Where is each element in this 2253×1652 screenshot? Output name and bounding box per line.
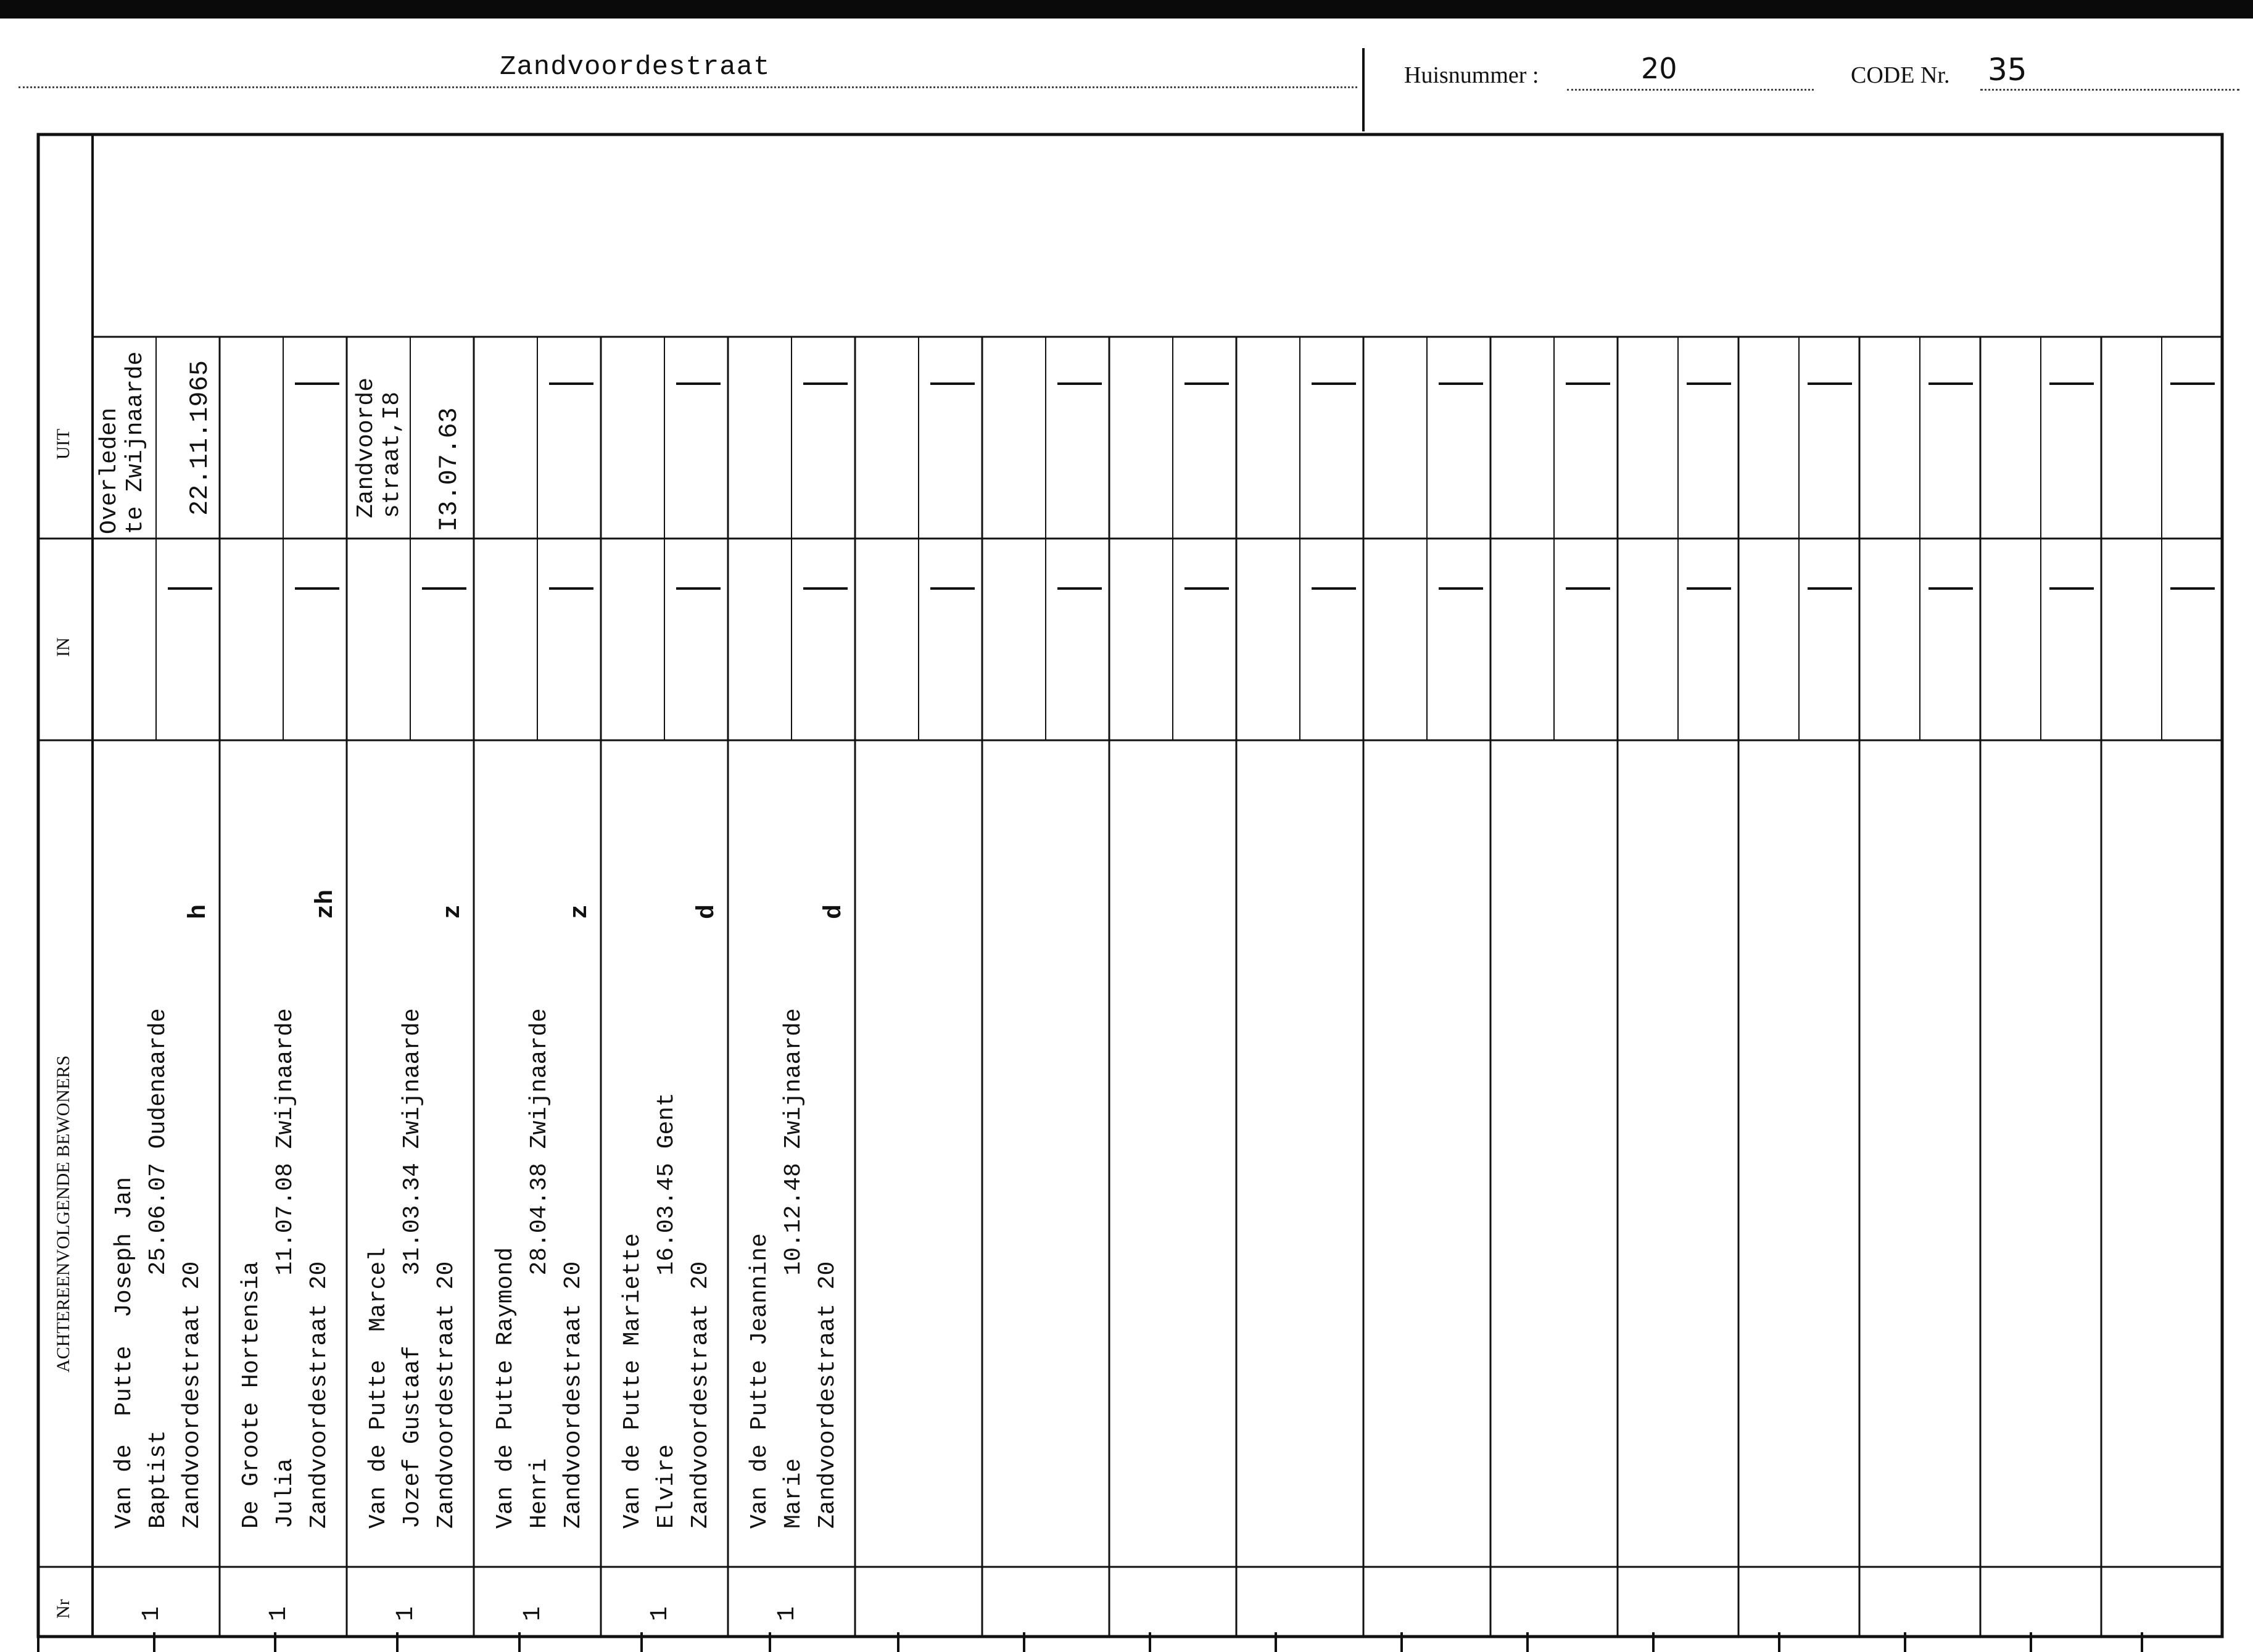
row-label-uit: UIT [53, 429, 73, 460]
resident-5-line2: Elvire 16.03.45 Gent [653, 1092, 680, 1529]
resident-5-code: d [693, 904, 721, 919]
resident-1-nr: 1 [138, 1606, 166, 1621]
code-label: CODE Nr. [1851, 62, 1950, 88]
resident-6-nr: 1 [774, 1606, 801, 1621]
resident-1-line3: Zandvoordestraat 20 [179, 1261, 205, 1529]
resident-3-uit-line1: Zandvoorde [353, 377, 379, 518]
resident-6-line1: Van de Putte Jeannine [746, 1233, 773, 1529]
resident-1-code: h [185, 904, 213, 919]
resident-4-code: z [566, 904, 594, 919]
huisnummer-label: Huisnummer : [1404, 62, 1539, 88]
resident-3-uit-line2: straat,I8 [379, 391, 405, 518]
resident-6-line2: Marie 10.12.48 Zwijnaarde [780, 1008, 807, 1529]
resident-2-line3: Zandvoordestraat 20 [306, 1261, 333, 1529]
resident-3-code: z [439, 904, 467, 919]
resident-2-line2: Julia 11.07.08 Zwijnaarde [272, 1008, 299, 1529]
resident-1-uit-date: 22.11.1965 [185, 360, 215, 516]
resident-2-code: zh [312, 889, 340, 919]
resident-1-uit-line2: te Zwijnaarde [122, 351, 149, 534]
resident-3-uit-date: I3.07.63 [434, 407, 464, 532]
row-label-bewoners: ACHTEREENVOLGENDE BEWONERS [53, 1055, 73, 1373]
resident-3-nr: 1 [392, 1606, 420, 1621]
resident-2-nr: 1 [265, 1606, 293, 1621]
resident-3-line2: Jozef Gustaaf 31.03.34 Zwijnaarde [399, 1008, 426, 1529]
resident-4-nr: 1 [519, 1606, 547, 1621]
row-label-in: IN [53, 637, 73, 657]
resident-6-line3: Zandvoordestraat 20 [814, 1261, 841, 1529]
resident-5-nr: 1 [647, 1606, 674, 1621]
resident-5-line1: Van de Putte Mariette [619, 1233, 646, 1529]
resident-1-line2: Baptist 25.06.07 Oudenaarde [145, 1008, 172, 1529]
resident-4-line2: Henri 28.04.38 Zwijnaarde [526, 1008, 553, 1529]
resident-1-line1: Van de Putte Joseph Jan [111, 1176, 138, 1529]
resident-3-line1: Van de Putte Marcel [365, 1247, 392, 1529]
row-label-nr: Nr [53, 1599, 73, 1619]
resident-6-code: d [821, 904, 848, 919]
huisnummer-value: 20 [1641, 52, 1677, 85]
resident-3-line3: Zandvoordestraat 20 [433, 1261, 460, 1529]
resident-5-line3: Zandvoordestraat 20 [687, 1261, 714, 1529]
resident-4-line3: Zandvoordestraat 20 [560, 1261, 587, 1529]
resident-4-line1: Van de Putte Raymond [492, 1247, 519, 1529]
code-value: 35 [1988, 52, 2027, 88]
resident-1-uit-line1: Overleden [96, 407, 123, 534]
resident-2-line1: De Groote Hortensia [238, 1261, 265, 1529]
street-name: Zandvoordestraat [500, 52, 771, 83]
